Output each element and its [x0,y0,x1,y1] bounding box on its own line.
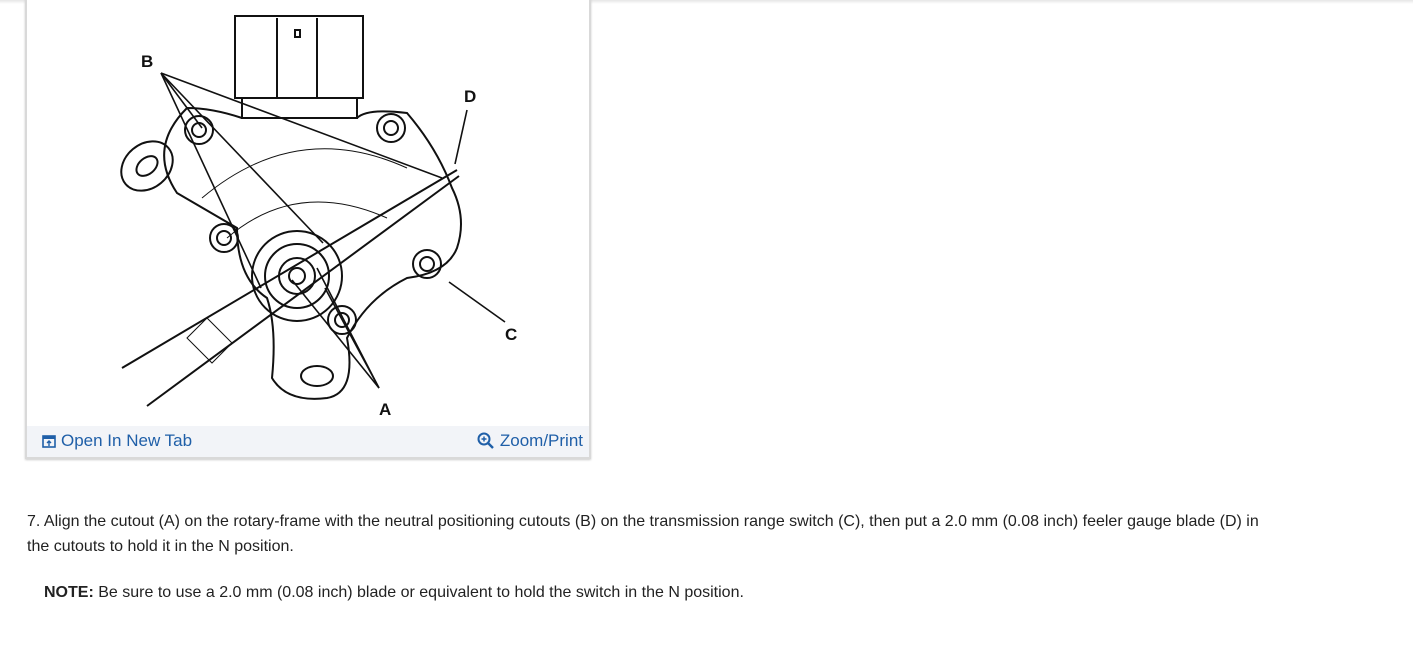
open-in-new-tab-icon [42,435,56,448]
figure-panel [25,0,591,459]
callout-b: B [141,52,154,71]
zoom-print-link[interactable] [477,431,583,451]
note [44,584,744,602]
note-label: NOTE: [44,584,94,601]
callout-a: A [379,400,392,419]
figure-footer [27,426,589,457]
callout-c: C [505,325,518,344]
callout-d: D [464,87,477,106]
transmission-range-switch-diagram [27,0,589,424]
zoom-in-icon [477,432,495,450]
zoom-print-label: Zoom/Print [499,431,583,450]
open-in-new-tab-label: Open In New Tab [61,431,193,450]
note-text: Be sure to use a 2.0 mm (0.08 inch) blade or equivalent to hold the switch in the N position. [93,584,744,601]
step-instruction: 7. Align the cutout (A) on the rotary-frame with the neutral positioning cutouts (B) on the transmission range switch (C), then put a 2.0 mm (0.08 inch) feeler gauge blade (D) in the cutouts to hold it in the N position. [27,513,1259,555]
open-in-new-tab-link[interactable] [42,431,192,451]
